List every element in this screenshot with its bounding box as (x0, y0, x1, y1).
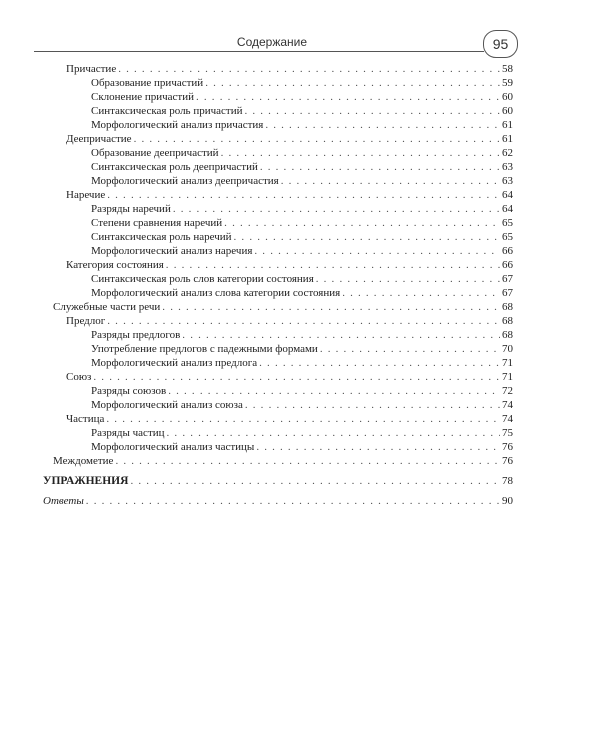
toc-entry (43, 494, 513, 508)
toc-entry (43, 314, 513, 328)
toc-entry (43, 272, 513, 286)
toc-entry-page: 58 (502, 63, 513, 75)
toc-entry-page: 64 (502, 203, 513, 215)
toc-entry (43, 230, 513, 244)
toc-entry (43, 370, 513, 384)
toc-entry-title: Разряды частиц (91, 427, 165, 439)
toc-dot-leader (256, 440, 500, 454)
toc-entry-page: 68 (502, 301, 513, 313)
toc-dot-leader (342, 286, 500, 300)
toc-entry (43, 90, 513, 104)
toc-entry-page: 65 (502, 217, 513, 229)
page-header (34, 30, 518, 52)
toc-entry (43, 398, 513, 412)
toc-entry-page: 66 (502, 245, 513, 257)
toc-entry-page: 61 (502, 119, 513, 131)
toc-entry-page: 74 (502, 399, 513, 411)
toc-entry (43, 244, 513, 258)
toc-entry-page: 63 (502, 175, 513, 187)
toc-entry (43, 202, 513, 216)
toc-dot-leader (265, 118, 500, 132)
toc-entry-page: 68 (502, 315, 513, 327)
toc-dot-leader (130, 474, 500, 488)
toc-entry-page: 72 (502, 385, 513, 397)
toc-entry-title: Синтаксическая роль причастий (91, 105, 243, 117)
toc-dot-leader (224, 216, 500, 230)
toc-entry-page: 68 (502, 329, 513, 341)
toc-entry-page: 64 (502, 189, 513, 201)
toc-dot-leader (316, 272, 500, 286)
page-title: Содержание (236, 35, 308, 49)
toc-dot-leader (259, 356, 500, 370)
toc-entry-page: 90 (502, 495, 513, 507)
toc-dot-leader (162, 300, 500, 314)
toc-entry-page: 65 (502, 231, 513, 243)
toc-entry-page: 78 (502, 475, 513, 487)
toc-entry-title: Употребление предлогов с падежными формами (91, 343, 318, 355)
toc-dot-leader (221, 146, 500, 160)
toc-entry-title: Степени сравнения наречий (91, 217, 223, 229)
toc-entry-page: 62 (502, 147, 513, 159)
toc-entry-page: 66 (502, 259, 513, 271)
toc-dot-leader (244, 104, 500, 118)
toc-entry-page: 75 (502, 427, 513, 439)
toc-dot-leader (166, 258, 500, 272)
toc-entry (43, 454, 513, 468)
toc-dot-leader (245, 398, 500, 412)
toc-entry-page: 61 (502, 133, 513, 145)
toc-dot-leader (118, 62, 500, 76)
toc-entry-title: Склонение причастий (91, 91, 194, 103)
toc-dot-leader (196, 90, 500, 104)
toc-dot-leader (205, 76, 500, 90)
toc-dot-leader (182, 328, 500, 342)
toc-entry-title: Образование деепричастий (91, 147, 219, 159)
toc-entry-title: Морфологический анализ деепричастия (91, 175, 279, 187)
toc-entry (43, 62, 513, 76)
toc-entry (43, 328, 513, 342)
toc-entry (43, 384, 513, 398)
toc-entry (43, 174, 513, 188)
toc-dot-leader (281, 174, 500, 188)
toc-dot-leader (168, 384, 500, 398)
toc-entry (43, 440, 513, 454)
toc-entry-title: Синтаксическая роль деепричастий (91, 161, 258, 173)
toc-entry (43, 146, 513, 160)
toc-entry-title: Наречие (66, 189, 106, 201)
toc-entry-page: 63 (502, 161, 513, 173)
toc-entry-title: Категория состояния (66, 259, 164, 271)
toc-entry-title: Причастие (66, 63, 117, 75)
toc-entry-title: Синтаксическая роль наречий (91, 231, 232, 243)
toc-entry (43, 118, 513, 132)
toc-dot-leader (234, 230, 500, 244)
toc-entry-page: 60 (502, 105, 513, 117)
toc-entry (43, 160, 513, 174)
toc-dot-leader (167, 426, 500, 440)
toc-entry (43, 412, 513, 426)
toc-dot-leader (173, 202, 500, 216)
table-of-contents (43, 62, 513, 508)
header-rule (34, 51, 484, 52)
toc-entry (43, 342, 513, 356)
toc-entry-title: Ответы (43, 495, 84, 507)
toc-entry-page: 71 (502, 371, 513, 383)
toc-dot-leader (107, 188, 500, 202)
toc-entry-title: Междометие (53, 455, 114, 467)
toc-entry-title: Морфологический анализ причастия (91, 119, 264, 131)
toc-entry (43, 426, 513, 440)
toc-entry-page: 67 (502, 287, 513, 299)
toc-entry-title: Разряды предлогов (91, 329, 181, 341)
toc-entry (43, 474, 513, 488)
toc-entry-title: Морфологический анализ наречия (91, 245, 253, 257)
toc-dot-leader (254, 244, 500, 258)
toc-entry (43, 300, 513, 314)
page-number-badge: 95 (483, 30, 518, 58)
toc-entry (43, 76, 513, 90)
toc-entry-page: 74 (502, 413, 513, 425)
toc-entry-title: Морфологический анализ слова категории состояния (91, 287, 341, 299)
toc-entry-page: 76 (502, 441, 513, 453)
toc-entry-title: Разряды союзов (91, 385, 167, 397)
toc-dot-leader (134, 132, 500, 146)
toc-entry-title: Синтаксическая роль слов категории состояния (91, 273, 314, 285)
toc-entry-title: Морфологический анализ частицы (91, 441, 255, 453)
toc-entry (43, 258, 513, 272)
toc-dot-leader (106, 412, 500, 426)
toc-entry (43, 356, 513, 370)
toc-dot-leader (93, 370, 500, 384)
toc-dot-leader (107, 314, 500, 328)
toc-entry-title: Деепричастие (66, 133, 132, 145)
toc-entry-title: Морфологический анализ предлога (91, 357, 258, 369)
toc-entry-title: Союз (66, 371, 92, 383)
toc-entry-page: 76 (502, 455, 513, 467)
toc-dot-leader (115, 454, 500, 468)
toc-entry (43, 286, 513, 300)
toc-entry-title: Разряды наречий (91, 203, 171, 215)
toc-entry-page: 70 (502, 343, 513, 355)
toc-entry-page: 71 (502, 357, 513, 369)
toc-dot-leader (260, 160, 500, 174)
toc-entry-title: Образование причастий (91, 77, 204, 89)
toc-dot-leader (320, 342, 500, 356)
toc-entry-page: 59 (502, 77, 513, 89)
toc-entry-title: Предлог (66, 315, 106, 327)
toc-entry-page: 60 (502, 91, 513, 103)
toc-entry (43, 188, 513, 202)
toc-entry-title: Морфологический анализ союза (91, 399, 243, 411)
toc-dot-leader (86, 494, 500, 508)
toc-entry (43, 104, 513, 118)
toc-entry (43, 132, 513, 146)
toc-entry-page: 67 (502, 273, 513, 285)
toc-entry-title: УПРАЖНЕНИЯ (43, 475, 129, 487)
toc-entry-title: Служебные части речи (53, 301, 161, 313)
toc-entry (43, 216, 513, 230)
toc-entry-title: Частица (66, 413, 105, 425)
